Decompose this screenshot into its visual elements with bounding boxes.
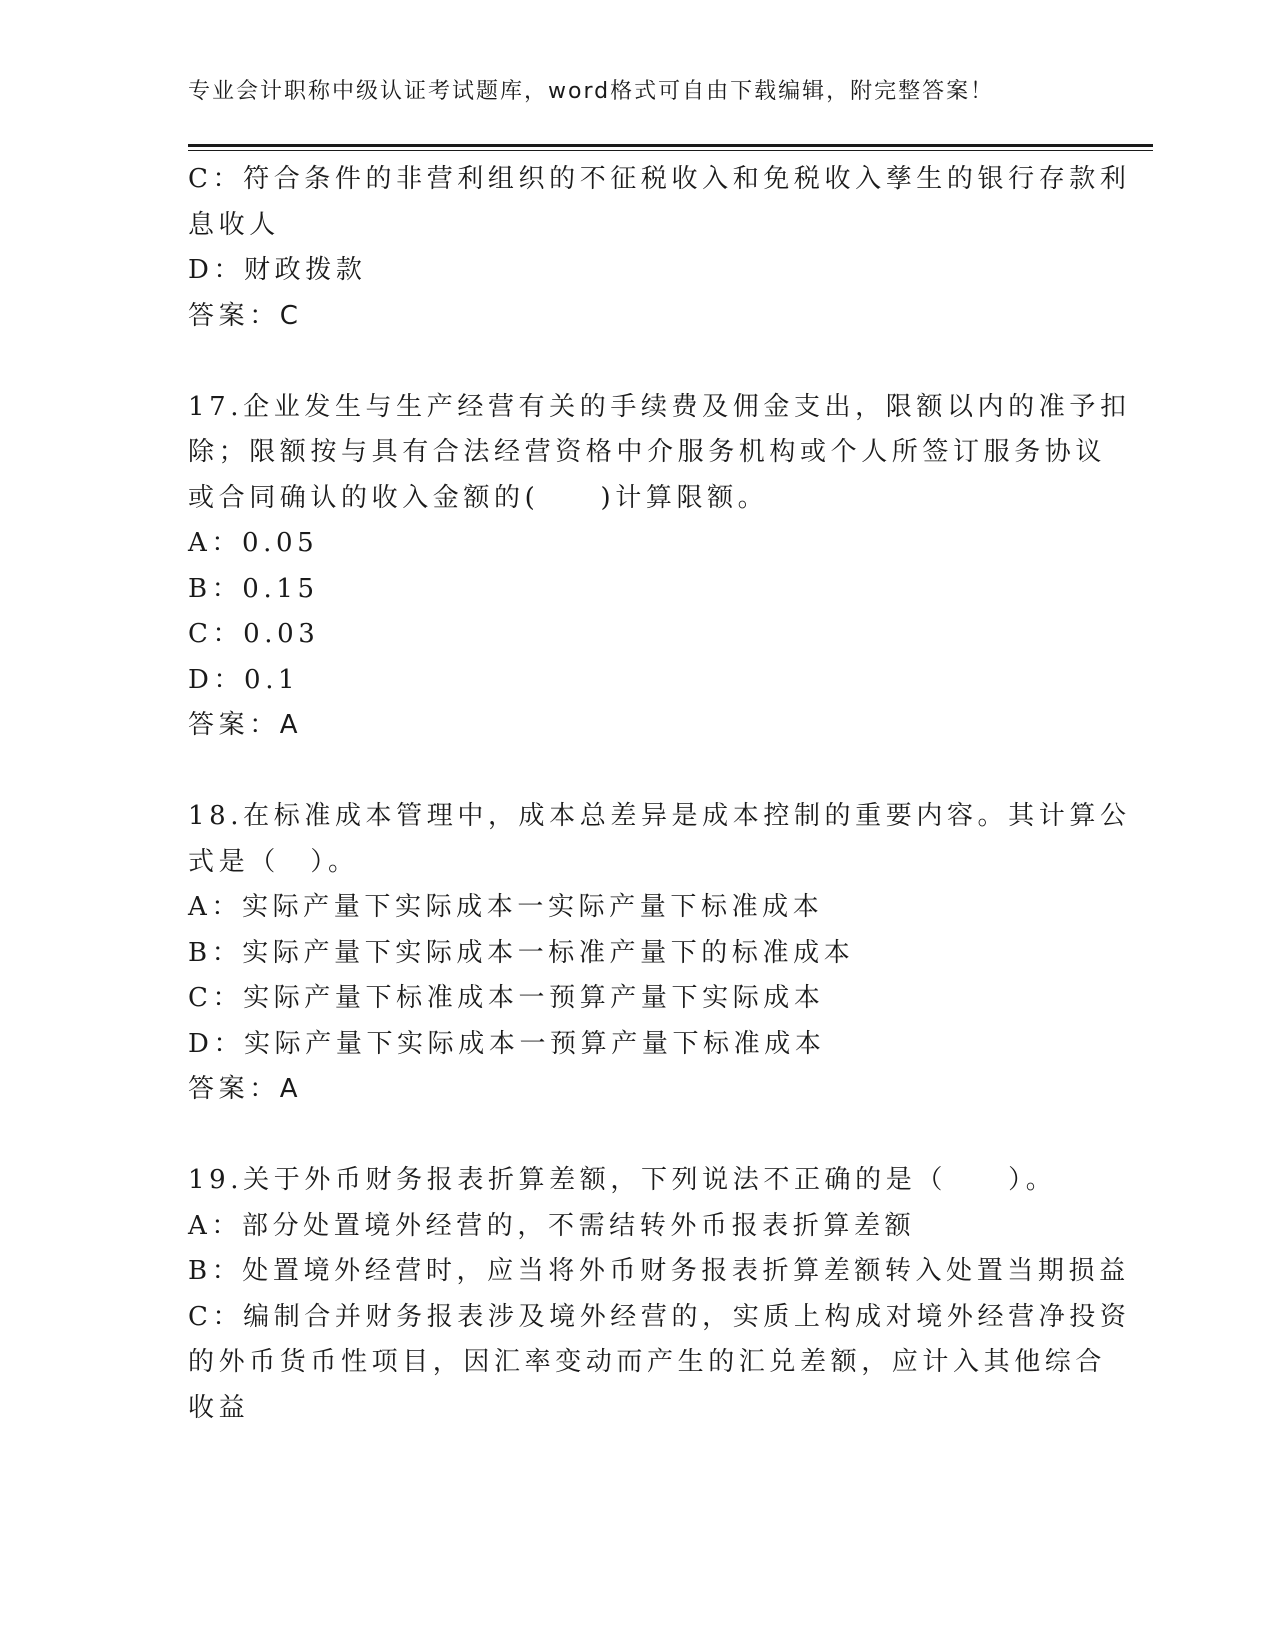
header-rule-thin: [188, 150, 1153, 151]
question-line: 式是（ ）。: [188, 846, 359, 877]
question-block: [188, 1158, 1131, 1431]
question-line: 17.企业发生与生产经营有关的手续费及佣金支出，限额以内的准予扣: [188, 391, 1131, 422]
option-line: C：编制合并财务报表涉及境外经营的，实质上构成对境外经营净投资: [188, 1301, 1131, 1332]
question-line: 19.关于外币财务报表折算差额，下列说法不正确的是（ ）。: [188, 1165, 1057, 1195]
option-line: A：部分处置境外经营的，不需结转外币报表折算差额: [188, 1210, 916, 1241]
option-line: D：实际产量下实际成本一预算产量下标准成本: [188, 1028, 826, 1059]
question-block: [188, 157, 1131, 339]
option-line: B：实际产量下实际成本一标准产量下的标准成本: [188, 937, 855, 968]
page-header: 专业会计职称中级认证考试题库，word格式可自由下载编辑，附完整答案！: [188, 79, 995, 104]
option-line: C：实际产量下标准成本一预算产量下实际成本: [188, 983, 825, 1013]
option-line: C：符合条件的非营利组织的不征税收入和免税收入孳生的银行存款利: [188, 164, 1131, 194]
answer-line: 答案：C: [188, 300, 303, 331]
document-body: [188, 157, 1131, 1431]
option-line: 的外币货币性项目，因汇率变动而产生的汇兑差额，应计入其他综合: [188, 1347, 1107, 1377]
option-line: B：0.15: [188, 573, 319, 604]
option-line: 收益: [188, 1392, 250, 1423]
option-line: D：财政拨款: [188, 255, 367, 285]
answer-line: 答案：A: [188, 710, 303, 740]
question-line: 18.在标准成本管理中，成本总差异是成本控制的重要内容。其计算公: [188, 801, 1131, 831]
option-line: 息收人: [188, 209, 280, 240]
option-line: A：实际产量下实际成本一实际产量下标准成本: [188, 892, 824, 922]
block-spacer: [188, 1113, 1088, 1159]
block-spacer: [188, 749, 1088, 795]
answer-line: 答案：A: [188, 1074, 303, 1104]
question-block: [188, 794, 1131, 1113]
option-line: A：0.05: [188, 528, 319, 558]
option-line: B：处置境外经营时，应当将外币财务报表折算差额转入处置当期损益: [188, 1256, 1130, 1286]
question-block: [188, 385, 1131, 749]
question-line: 或合同确认的收入金额的( )计算限额。: [188, 482, 769, 513]
header-rule-thick: [188, 144, 1153, 147]
option-line: C：0.03: [188, 619, 320, 649]
question-line: 除；限额按与具有合法经营资格中介服务机构或个人所签订服务协议: [188, 437, 1107, 467]
block-spacer: [188, 339, 1088, 385]
option-line: D：0.1: [188, 664, 300, 695]
